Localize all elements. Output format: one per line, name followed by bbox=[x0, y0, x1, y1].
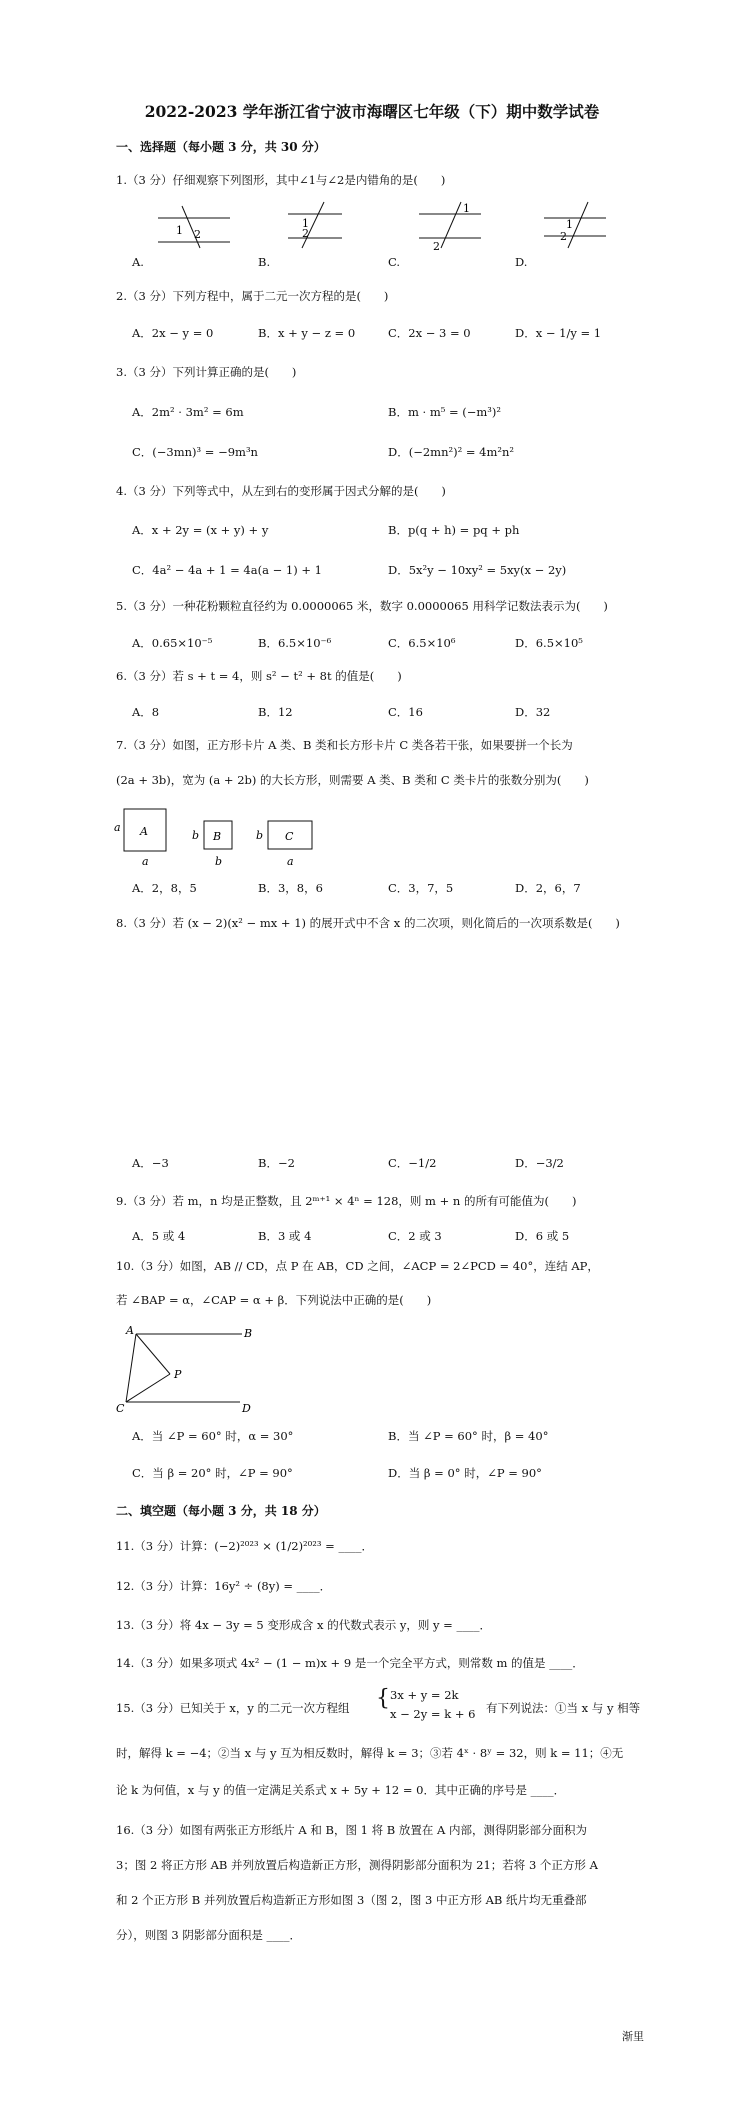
question-1-option-a: A. bbox=[132, 255, 144, 269]
question-16-line4: 分），则图 3 阴影部分面积是 ____． bbox=[116, 1928, 302, 1942]
question-8-option-c: C．−1/2 bbox=[388, 1156, 437, 1170]
question-4-option-a: A．x + 2y = (x + y) + y bbox=[132, 523, 269, 537]
question-1-figure-b bbox=[280, 200, 360, 250]
question-15-line2: 时，解得 k = −4；②当 x 与 y 互为相反数时，解得 k = 3；③若 4ˣ · 8ʸ = 32，则 k = 11；④无 bbox=[116, 1746, 624, 1760]
svg-text:a: a bbox=[287, 855, 294, 867]
question-5-option-d: D．6.5×10⁵ bbox=[515, 636, 583, 650]
page-title: 2022-2023 学年浙江省宁波市海曙区七年级（下）期中数学试卷 bbox=[144, 102, 600, 121]
brace-icon: { bbox=[376, 1686, 390, 1711]
question-7-option-d: D．2，6，7 bbox=[515, 881, 581, 895]
question-15-line1b: 有下列说法：①当 x 与 y 相等 bbox=[486, 1701, 641, 1715]
svg-text:D: D bbox=[242, 1402, 251, 1414]
question-7-figure bbox=[112, 805, 332, 867]
fig-label-2: 2 bbox=[194, 228, 201, 241]
question-5-option-a: A．0.65×10⁻⁵ bbox=[132, 636, 213, 650]
question-15-line3: 论 k 为何值，x 与 y 的值一定满足关系式 x + 5y + 12 = 0．其中正确的序号是 ____． bbox=[116, 1783, 566, 1797]
question-6-stem: 6.（3 分）若 s + t = 4，则 s² − t² + 8t 的值是( ) bbox=[116, 669, 402, 683]
question-10-stem-line2: 若 ∠BAP = α，∠CAP = α + β．下列说法中正确的是( ) bbox=[116, 1293, 432, 1307]
question-9-option-a: A．5 或 4 bbox=[132, 1229, 186, 1243]
question-10-option-a: A．当 ∠P = 60° 时，α = 30° bbox=[132, 1429, 294, 1443]
question-1-stem: 1.（3 分）仔细观察下列图形，其中∠1与∠2是内错角的是( ) bbox=[116, 173, 446, 187]
section-heading-fill-in: 二、填空题（每小题 3 分，共 18 分） bbox=[116, 1504, 326, 1518]
question-8-option-b: B．−2 bbox=[258, 1156, 295, 1170]
question-6-option-a: A．8 bbox=[132, 705, 160, 719]
svg-text:b: b bbox=[256, 829, 264, 842]
svg-text:A: A bbox=[140, 825, 148, 838]
question-9-option-d: D．6 或 5 bbox=[515, 1229, 570, 1243]
svg-text:1: 1 bbox=[463, 202, 470, 215]
svg-text:C: C bbox=[116, 1402, 125, 1414]
svg-text:B: B bbox=[244, 1327, 253, 1340]
svg-text:2: 2 bbox=[433, 240, 440, 250]
question-4-option-c: C．4a² − 4a + 1 = 4a(a − 1) + 1 bbox=[132, 563, 322, 577]
question-8-option-a: A．−3 bbox=[132, 1156, 169, 1170]
svg-text:2: 2 bbox=[560, 230, 567, 243]
question-1-figure-d bbox=[540, 200, 620, 250]
question-7-option-a: A．2，8，5 bbox=[132, 881, 197, 895]
question-15-system-eq1: 3x + y = 2k bbox=[390, 1688, 459, 1702]
question-3-option-a: A．2m² · 3m² = 6m bbox=[132, 405, 244, 419]
question-8-option-d: D．−3/2 bbox=[515, 1156, 564, 1170]
question-3-option-c: C．(−3mn)³ = −9m³n bbox=[132, 445, 258, 459]
question-6-option-c: C．16 bbox=[388, 705, 423, 719]
question-10-option-d: D．当 β = 0° 时，∠P = 90° bbox=[388, 1466, 542, 1480]
question-11: 11.（3 分）计算：(−2)²⁰²³ × (1/2)²⁰²³ = ____． bbox=[116, 1539, 373, 1553]
question-15-system-eq2: x − 2y = k + 6 bbox=[390, 1707, 476, 1721]
question-3-option-d: D．(−2mn²)² = 4m²n² bbox=[388, 445, 514, 459]
question-8-stem: 8.（3 分）若 (x − 2)(x² − mx + 1) 的展开式中不含 x 的二次项，则化简后的一次项系数是( ) bbox=[116, 916, 620, 930]
svg-text:a: a bbox=[142, 855, 149, 867]
question-1-figure-a bbox=[150, 200, 250, 250]
question-10-stem-line1: 10.（3 分）如图，AB // CD，点 P 在 AB，CD 之间，∠ACP = 2∠PCD = 40°，连结 AP， bbox=[116, 1259, 599, 1273]
page-footer: 渐里 bbox=[622, 2030, 644, 2043]
question-12: 12.（3 分）计算：16y² ÷ (8y) = ____． bbox=[116, 1579, 332, 1593]
question-2-option-d: D．x − 1/y = 1 bbox=[515, 326, 602, 340]
question-9-option-c: C．2 或 3 bbox=[388, 1229, 442, 1243]
question-7-stem-line1: 7.（3 分）如图，正方形卡片 A 类、B 类和长方形卡片 C 类各若干张，如果要拼一个长为 bbox=[116, 738, 573, 752]
svg-text:A: A bbox=[126, 1324, 134, 1337]
question-9-stem: 9.（3 分）若 m，n 均是正整数，且 2ᵐ⁺¹ × 4ⁿ = 128，则 m + n 的所有可能值为( ) bbox=[116, 1194, 577, 1208]
question-15-line1a: 15.（3 分）已知关于 x，y 的二元一次方程组 bbox=[116, 1701, 350, 1715]
question-7-option-c: C．3，7，5 bbox=[388, 881, 454, 895]
question-6-option-b: B．12 bbox=[258, 705, 293, 719]
svg-text:b: b bbox=[192, 829, 200, 842]
question-5-option-b: B．6.5×10⁻⁶ bbox=[258, 636, 332, 650]
section-heading-choice: 一、选择题（每小题 3 分，共 30 分） bbox=[116, 140, 326, 154]
question-16-line1: 16.（3 分）如图有两张正方形纸片 A 和 B，图 1 将 B 放置在 A 内部，测得阴影部分面积为 bbox=[116, 1823, 587, 1837]
question-10-figure bbox=[112, 1322, 272, 1414]
question-1-option-d: D. bbox=[515, 255, 528, 269]
question-1-option-b: B. bbox=[258, 255, 271, 269]
svg-text:B: B bbox=[213, 830, 222, 843]
question-7-option-b: B．3，8，6 bbox=[258, 881, 323, 895]
question-13: 13.（3 分）将 4x − 3y = 5 变形成含 x 的代数式表示 y，则 y = ____． bbox=[116, 1618, 491, 1632]
question-5-option-c: C．6.5×10⁶ bbox=[388, 636, 456, 650]
question-10-option-b: B．当 ∠P = 60° 时，β = 40° bbox=[388, 1429, 549, 1443]
question-16-line2: 3；图 2 将正方形 AB 并列放置后构造新正方形，测得阴影部分面积为 21；若将 3 个正方形 A bbox=[116, 1858, 598, 1872]
question-2-option-a: A．2x − y = 0 bbox=[132, 326, 214, 340]
svg-text:1: 1 bbox=[566, 218, 573, 231]
question-2-option-c: C．2x − 3 = 0 bbox=[388, 326, 471, 340]
question-9-option-b: B．3 或 4 bbox=[258, 1229, 312, 1243]
question-16-line3: 和 2 个正方形 B 并列放置后构造新正方形如图 3（图 2，图 3 中正方形 AB 纸片均无重叠部 bbox=[116, 1893, 587, 1907]
question-5-stem: 5.（3 分）一种花粉颗粒直径约为 0.0000065 米，数字 0.0000065 用科学记数法表示为( ) bbox=[116, 599, 608, 613]
question-7-stem-line2: (2a + 3b)，宽为 (a + 2b) 的大长方形，则需要 A 类、B 类和 C 类卡片的张数分别为( ) bbox=[116, 773, 589, 787]
question-1-option-c: C. bbox=[388, 255, 401, 269]
svg-text:b: b bbox=[215, 855, 223, 867]
svg-text:P: P bbox=[174, 1368, 182, 1381]
question-2-option-b: B．x + y − z = 0 bbox=[258, 326, 356, 340]
question-6-option-d: D．32 bbox=[515, 705, 551, 719]
question-1-figure-c bbox=[415, 200, 495, 250]
question-3-stem: 3.（3 分）下列计算正确的是( ) bbox=[116, 365, 297, 379]
question-4-option-d: D．5x²y − 10xy² = 5xy(x − 2y) bbox=[388, 563, 567, 577]
svg-text:C: C bbox=[285, 830, 294, 843]
question-2-stem: 2.（3 分）下列方程中，属于二元一次方程的是( ) bbox=[116, 289, 389, 303]
question-10-option-c: C．当 β = 20° 时，∠P = 90° bbox=[132, 1466, 293, 1480]
question-3-option-b: B．m · m⁵ = (−m³)² bbox=[388, 405, 502, 419]
svg-text:1: 1 bbox=[302, 217, 309, 230]
svg-text:a: a bbox=[114, 821, 121, 834]
question-14: 14.（3 分）如果多项式 4x² − (1 − m)x + 9 是一个完全平方式，则常数 m 的值是 ____． bbox=[116, 1656, 584, 1670]
svg-text:2: 2 bbox=[302, 227, 309, 240]
question-4-stem: 4.（3 分）下列等式中，从左到右的变形属于因式分解的是( ) bbox=[116, 484, 446, 498]
question-4-option-b: B．p(q + h) = pq + ph bbox=[388, 523, 520, 537]
fig-label-1: 1 bbox=[176, 224, 183, 237]
